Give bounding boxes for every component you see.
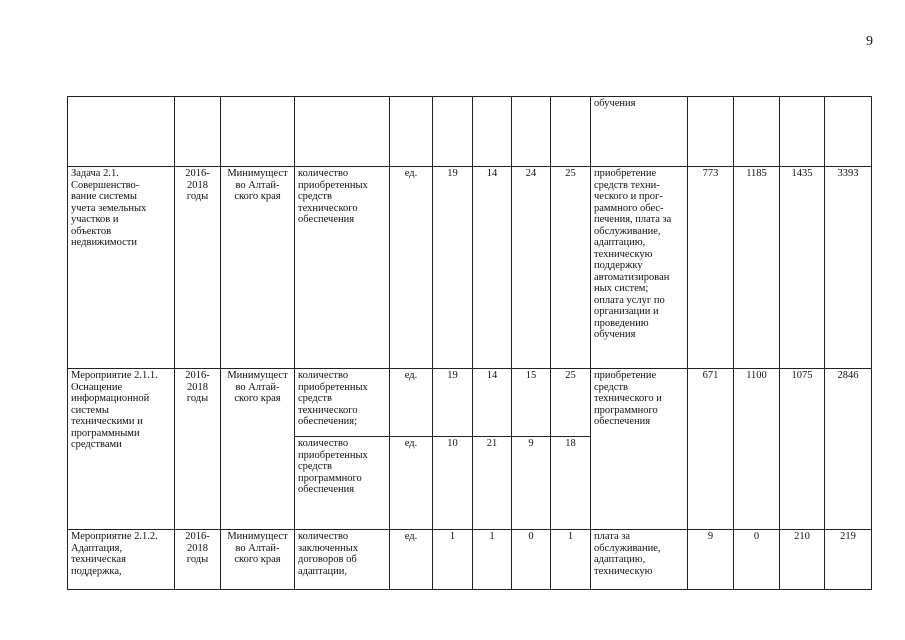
- cell-indicator: количество приобретенных средств технического обеспечения;: [295, 369, 390, 437]
- cell-result: обучения: [591, 97, 688, 167]
- cell-value: [512, 97, 551, 167]
- cell-finance: 0: [734, 530, 780, 590]
- cell-finance: 1435: [780, 167, 825, 369]
- table-row-continuation: [68, 97, 872, 167]
- cell-unit: ед.: [390, 437, 433, 530]
- cell-value: [551, 97, 591, 167]
- cell-value: 15: [512, 369, 551, 437]
- cell-value: 14: [473, 369, 512, 437]
- cell-value: 1: [473, 530, 512, 590]
- cell-finance: 2846: [825, 369, 872, 530]
- cell-result: плата за обслуживание, адаптацию, техническую: [591, 530, 688, 590]
- cell-finance: [780, 97, 825, 167]
- cell-name: Мероприятие 2.1.1. Оснащение информационной системы техническими и программными средствами: [68, 369, 175, 530]
- cell-finance: 9: [688, 530, 734, 590]
- cell-finance: 210: [780, 530, 825, 590]
- cell-executor: Минимущест во Алтай- ского края: [221, 530, 295, 590]
- cell-executor: Минимущест во Алтай- ского края: [221, 369, 295, 530]
- cell-value: 18: [551, 437, 591, 530]
- cell-executor: [221, 97, 295, 167]
- cell-value: 0: [512, 530, 551, 590]
- cell-finance: [825, 97, 872, 167]
- cell-period: 2016- 2018 годы: [175, 167, 221, 369]
- cell-value: 19: [433, 369, 473, 437]
- page-number: 9: [866, 34, 873, 49]
- cell-indicator: количество приобретенных средств технического обеспечения: [295, 167, 390, 369]
- cell-name: Мероприятие 2.1.2. Адаптация, техническая поддержка,: [68, 530, 175, 590]
- table-row-measure-2-1-2: [68, 530, 872, 590]
- cell-value: 9: [512, 437, 551, 530]
- cell-unit: [390, 97, 433, 167]
- cell-value: 14: [473, 167, 512, 369]
- cell-unit: ед.: [390, 167, 433, 369]
- table-row-task-2-1: [68, 167, 872, 369]
- cell-value: 25: [551, 167, 591, 369]
- cell-indicator: количество заключенных договоров об адаптации,: [295, 530, 390, 590]
- cell-period: [175, 97, 221, 167]
- cell-value: 19: [433, 167, 473, 369]
- cell-executor: Минимущест во Алтай- ского края: [221, 167, 295, 369]
- cell-value: 24: [512, 167, 551, 369]
- cell-value: 1: [551, 530, 591, 590]
- cell-period: 2016- 2018 годы: [175, 530, 221, 590]
- cell-unit: ед.: [390, 369, 433, 437]
- cell-name: Задача 2.1. Совершенство- вание системы учета земельных участков и объектов недвижимости: [68, 167, 175, 369]
- cell-finance: 1075: [780, 369, 825, 530]
- cell-result: приобретение средств техни- ческого и прог- раммного обес- печения, плата за обслуживание, адаптацию, техническую поддержку автоматизирован ных систем; оплата услуг по организации и проведению обучения: [591, 167, 688, 369]
- cell-indicator: [295, 97, 390, 167]
- cell-finance: 219: [825, 530, 872, 590]
- cell-value: [473, 97, 512, 167]
- program-table: [67, 96, 872, 590]
- cell-indicator: количество приобретенных средств программного обеспечения: [295, 437, 390, 530]
- cell-value: [433, 97, 473, 167]
- cell-unit: ед.: [390, 530, 433, 590]
- cell-finance: 773: [688, 167, 734, 369]
- cell-finance: [734, 97, 780, 167]
- cell-finance: 3393: [825, 167, 872, 369]
- table-row-measure-2-1-1: [68, 369, 872, 437]
- cell-finance: 1185: [734, 167, 780, 369]
- cell-value: 10: [433, 437, 473, 530]
- cell-finance: 671: [688, 369, 734, 530]
- cell-value: 21: [473, 437, 512, 530]
- cell-period: 2016- 2018 годы: [175, 369, 221, 530]
- cell-value: 1: [433, 530, 473, 590]
- cell-finance: [688, 97, 734, 167]
- cell-name: [68, 97, 175, 167]
- cell-finance: 1100: [734, 369, 780, 530]
- cell-value: 25: [551, 369, 591, 437]
- cell-result: приобретение средств технического и программного обеспечения: [591, 369, 688, 530]
